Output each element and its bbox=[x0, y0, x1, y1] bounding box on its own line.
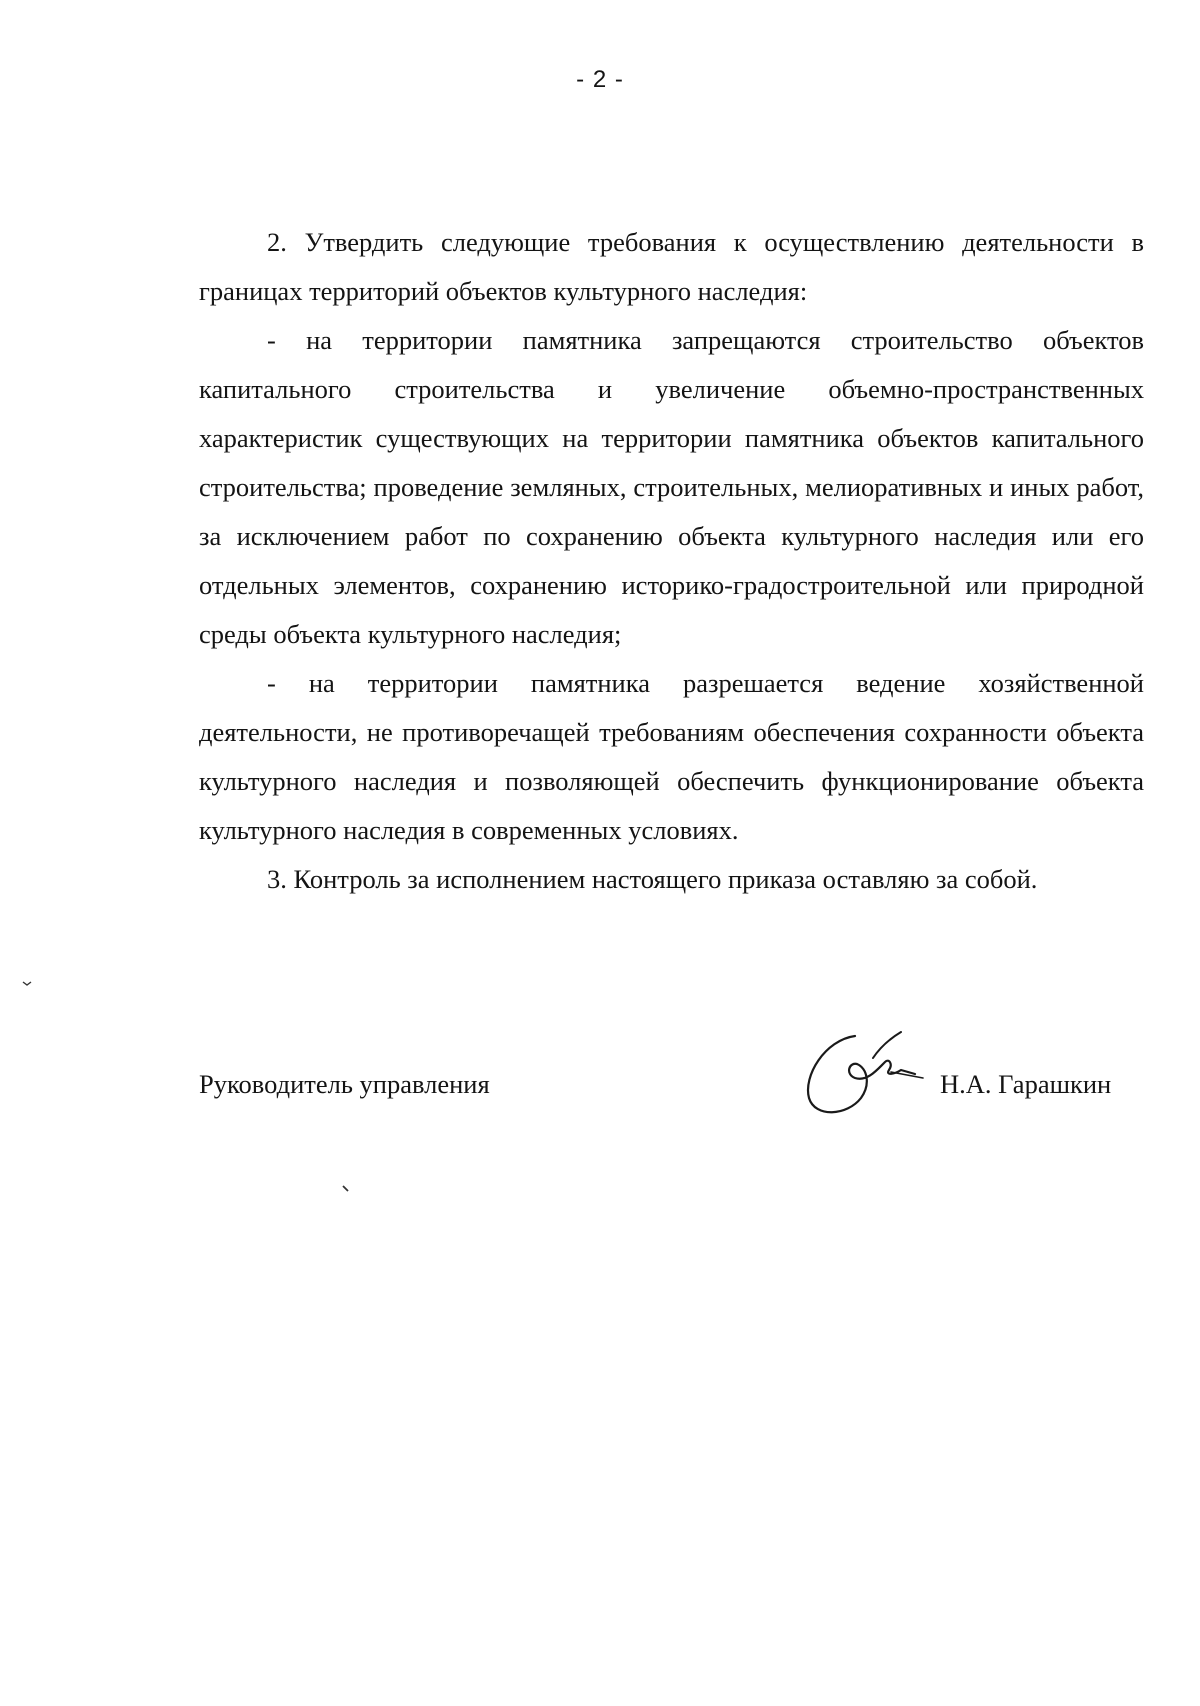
handwritten-signature bbox=[795, 1028, 935, 1123]
signer-title: Руководитель управления bbox=[199, 1069, 490, 1099]
scan-mark bbox=[342, 1185, 350, 1193]
page-number: - 2 - bbox=[576, 66, 624, 93]
paragraph-prohibitions: - на территории памятника запрещаются строительство объектов капитального строительства и увеличение объемно-пространственных характеристик существующих на территории памятника объектов капитального строительства; проведение земляных, строительных, мелиоративных и иных работ, за исключением работ по сохранению объекта культурного наследия или его отдельных элементов, сохранению историко-градостроительной или природной среды объекта культурного наследия; bbox=[199, 325, 1144, 649]
scan-mark bbox=[22, 981, 32, 987]
paragraph-permissions: - на территории памятника разрешается ведение хозяйственной деятельности, не противоречащей требованиям обеспечения сохранности объекта культурного наследия и позволяющей обеспечить функционирование объекта культурного наследия в современных условиях. bbox=[199, 668, 1144, 845]
paragraph-requirements-intro: 2. Утвердить следующие требования к осуществлению деятельности в границах территорий объектов культурного наследия: bbox=[199, 227, 1144, 306]
signer-name: Н.А. Гарашкин bbox=[940, 1069, 1112, 1099]
document-body bbox=[199, 218, 1144, 904]
paragraph-control: 3. Контроль за исполнением настоящего приказа оставляю за собой. bbox=[267, 864, 1038, 894]
